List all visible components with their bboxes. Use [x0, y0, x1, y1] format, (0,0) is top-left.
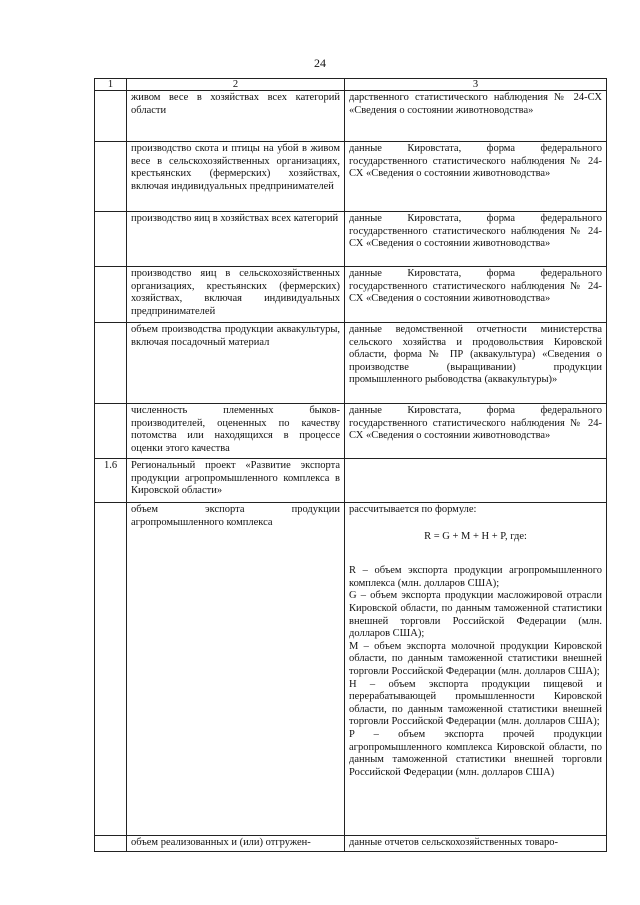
indicator-cell: численность племенных быков-производителей, оцененных по качеству потомства или находящихся в процессе оценки этого качества: [127, 404, 345, 459]
header-col-3: 3: [345, 79, 607, 91]
table-row: [95, 212, 607, 267]
indicator-cell: производство яиц в хозяйствах всех категорий: [127, 212, 345, 267]
row-number: [95, 267, 127, 323]
formula: R = G + M + H + P, где:: [424, 530, 527, 542]
row-number: [95, 212, 127, 267]
indicator-cell: живом весе в хозяйствах всех категорий области: [127, 91, 345, 142]
table-header-row: [95, 79, 607, 91]
source-cell: данные отчетов сельскохозяйственных товаро-: [345, 836, 607, 852]
row-number: [95, 503, 127, 836]
table-row: [95, 267, 607, 323]
header-col-1: 1: [95, 79, 127, 91]
row-number: [95, 323, 127, 404]
row-number: [95, 836, 127, 852]
source-cell: данные Кировстата, форма федерального государственного статистического наблюдения № 24-СХ «Сведения о состоянии животноводства»: [345, 404, 607, 459]
table-row: [95, 836, 607, 852]
table-row: [95, 142, 607, 212]
row-number: [95, 91, 127, 142]
table-row: [95, 404, 607, 459]
source-cell: данные ведомственной отчетности министерства сельского хозяйства и продовольствия Кировской области, форма № ПР (аквакультура) «Сведения о производстве (выращивании) продукции промышленного рыбоводства (аквакультуры)»: [345, 323, 607, 404]
indicator-cell: производство яиц в сельскохозяйственных организациях, крестьянских (фермерских) хозяйствах, включая индивидуальных предпринимателей: [127, 267, 345, 323]
source-cell: данные Кировстата, форма федерального государственного статистического наблюдения № 24-СХ «Сведения о состоянии животноводства»: [345, 142, 607, 212]
source-cell: [345, 459, 607, 503]
table-row-section: [95, 459, 607, 503]
source-cell: дарственного статистического наблюдения № 24-СХ «Сведения о состоянии животноводства»: [345, 91, 607, 142]
row-number: [95, 142, 127, 212]
formula-cell: [345, 503, 607, 836]
indicator-cell: объем производства продукции аквакультуры, включая посадочный материал: [127, 323, 345, 404]
formula-definition: H – объем экспорта продукции пищевой и перерабатывающей промышленности Кировской области, по данным таможенной статистики внешней торговли Российской Федерации (млн. долларов США);: [349, 678, 602, 728]
row-number: [95, 404, 127, 459]
formula-definition: M – объем экспорта молочной продукции Кировской области, по данным таможенной статистики внешней торговли Российской Федерации (млн. долларов США);: [349, 640, 602, 677]
source-cell: данные Кировстата, форма федерального государственного статистического наблюдения № 24-СХ «Сведения о состоянии животноводства»: [345, 267, 607, 323]
indicator-cell: объем реализованных и (или) отгружен-: [127, 836, 345, 852]
indicator-cell: объем экспорта продукции агропромышленного комплекса: [127, 503, 345, 836]
header-col-2: 2: [127, 79, 345, 91]
indicator-cell: производство скота и птицы на убой в живом весе в сельскохозяйственных организациях, крестьянских (фермерских) хозяйствах, включая индивидуальных предпринимателей: [127, 142, 345, 212]
table-row-formula: [95, 503, 607, 836]
formula-definition: R – объем экспорта продукции агропромышленного комплекса (млн. долларов США);: [349, 565, 602, 589]
formula-definition: P – объем экспорта прочей продукции агропромышленного комплекса Кировской области, по данным таможенной статистики внешней торговли Российской Федерации (млн. долларов США): [349, 728, 602, 778]
table-row: [95, 323, 607, 404]
formula-definition: G – объем экспорта продукции масложировой отрасли Кировской области, по данным таможенной статистики внешней торговли Российской Федерации (млн. долларов США);: [349, 590, 602, 640]
indicator-cell: Региональный проект «Развитие экспорта продукции агропромышленного комплекса в Кировской области»: [127, 459, 345, 503]
table-row: [95, 91, 607, 142]
row-number: 1.6: [95, 459, 127, 503]
formula-intro: рассчитывается по формуле:: [349, 504, 477, 515]
page-number: 24: [314, 56, 326, 70]
source-cell: данные Кировстата, форма федерального государственного статистического наблюдения № 24-СХ «Сведения о состоянии животноводства»: [345, 212, 607, 267]
indicators-table: [94, 78, 607, 852]
